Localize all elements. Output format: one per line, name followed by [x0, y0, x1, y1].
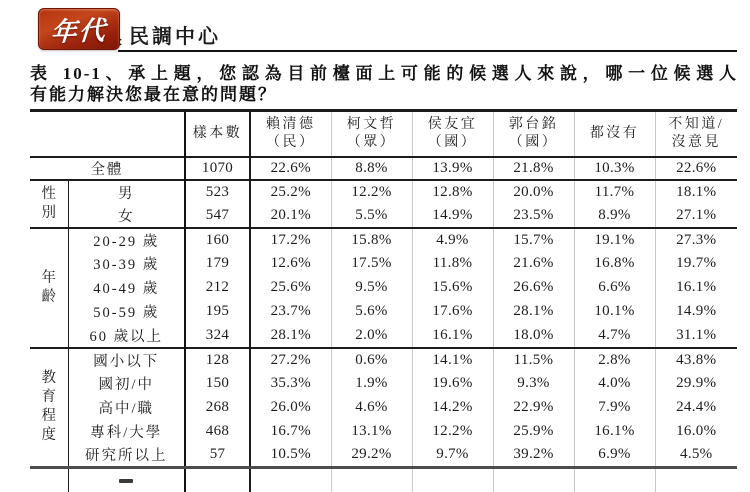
percentage-cell: 28.1%	[493, 300, 574, 324]
percentage-cell: 20.1%	[250, 204, 331, 228]
poll-center-header	[118, 20, 737, 52]
percentage-cell: 5.6%	[331, 300, 412, 324]
percentage-cell	[493, 468, 574, 492]
table-row	[30, 252, 737, 276]
era-logo-text: 年代	[49, 15, 108, 47]
percentage-cell: 2.0%	[331, 324, 412, 348]
table-title-line2: 有能力解決您最在意的問題？	[30, 85, 277, 104]
table-row	[30, 420, 737, 444]
table-header-row	[30, 111, 737, 157]
sample-size-cell: 547	[185, 204, 250, 228]
percentage-cell: 13.1%	[331, 420, 412, 444]
table-row	[30, 348, 737, 372]
group-label-cell: 年 齡	[30, 228, 68, 348]
percentage-cell: 15.6%	[412, 276, 493, 300]
sample-size-cell: 195	[185, 300, 250, 324]
percentage-cell: 16.1%	[412, 324, 493, 348]
table-row	[30, 300, 737, 324]
row-label-cell: 專科/大學	[68, 420, 185, 444]
percentage-cell: 7.9%	[574, 396, 655, 420]
row-label-cell: 研究所以上	[68, 444, 185, 468]
row-label-total: 全體	[30, 157, 185, 180]
poll-center-title: 民調中心	[129, 26, 221, 48]
percentage-cell: 14.1%	[412, 348, 493, 372]
row-label-cell: 國小以下	[68, 348, 185, 372]
table-row-partial-clipped	[30, 468, 737, 492]
percentage-cell: 11.5%	[493, 348, 574, 372]
table-row	[30, 396, 737, 420]
percentage-cell: 16.1%	[574, 420, 655, 444]
percentage-cell: 39.2%	[493, 444, 574, 468]
percentage-cell: 17.6%	[412, 300, 493, 324]
sample-size-cell: 57	[185, 444, 250, 468]
percentage-cell	[250, 468, 331, 492]
table-row	[30, 204, 737, 228]
percentage-cell: 9.3%	[493, 372, 574, 396]
percentage-cell: 24.4%	[676, 399, 717, 415]
header-corner-cell	[30, 111, 185, 157]
percentage-cell: 19.7%	[676, 255, 717, 271]
col-header-sample-size: 樣本數	[185, 111, 250, 157]
percentage-cell: 14.9%	[412, 204, 493, 228]
percentage-cell: 12.2%	[331, 180, 412, 204]
percentage-cell: 27.2%	[250, 348, 331, 372]
percentage-cell: 4.0%	[574, 372, 655, 396]
sample-size-cell: 150	[185, 372, 250, 396]
sample-size-cell: 468	[185, 420, 250, 444]
row-label-cell: 女	[68, 204, 185, 228]
percentage-cell: 11.8%	[412, 252, 493, 276]
percentage-cell: 12.8%	[412, 180, 493, 204]
table-row	[30, 444, 737, 468]
percentage-cell	[574, 468, 655, 492]
percentage-cell: 19.1%	[574, 228, 655, 252]
percentage-cell: 16.1%	[676, 279, 717, 295]
col-header-candidate-lai: 賴清德 （民）	[250, 111, 331, 157]
percentage-cell: 4.5%	[680, 446, 713, 463]
sample-size-cell: 523	[185, 180, 250, 204]
table-row	[30, 228, 737, 252]
era-tv-logo	[38, 8, 120, 50]
percentage-cell: 22.6%	[676, 159, 717, 176]
percentage-cell: 23.5%	[493, 204, 574, 228]
percentage-cell: 25.2%	[250, 180, 331, 204]
percentage-cell: 12.2%	[412, 420, 493, 444]
percentage-cell: 31.1%	[676, 326, 717, 343]
col-header-dont-know: 不知道/ 沒意見	[668, 116, 725, 150]
percentage-cell: 15.7%	[493, 228, 574, 252]
row-label-cell: 國初/中	[68, 372, 185, 396]
percentage-cell: 5.5%	[331, 204, 412, 228]
percentage-cell: 18.1%	[676, 183, 717, 200]
table-row	[30, 276, 737, 300]
percentage-cell: 8.8%	[331, 157, 412, 180]
col-header-candidate-ko: 柯文哲 （眾）	[331, 111, 412, 157]
row-label-cell: 30-39 歲	[68, 252, 185, 276]
percentage-cell: 8.9%	[574, 204, 655, 228]
header-colon: ：	[118, 36, 129, 48]
group-label-cell: 性 別	[30, 180, 68, 228]
percentage-cell: 16.8%	[574, 252, 655, 276]
percentage-cell: 29.2%	[331, 444, 412, 468]
percentage-cell: 19.6%	[412, 372, 493, 396]
percentage-cell: 0.6%	[331, 348, 412, 372]
percentage-cell: 6.6%	[574, 276, 655, 300]
poll-table-body	[30, 157, 737, 492]
clipped-text-fragment	[119, 479, 133, 483]
percentage-cell: 23.7%	[250, 300, 331, 324]
percentage-cell: 26.0%	[250, 396, 331, 420]
percentage-cell: 17.2%	[250, 228, 331, 252]
poll-results-table	[30, 109, 737, 492]
percentage-cell: 22.9%	[493, 396, 574, 420]
percentage-cell	[655, 468, 737, 492]
percentage-cell: 4.6%	[331, 396, 412, 420]
percentage-cell: 14.9%	[676, 303, 717, 319]
table-row	[30, 180, 737, 204]
percentage-cell: 27.1%	[676, 206, 717, 223]
group-label-cell: 教 育 程 度	[30, 348, 68, 468]
percentage-cell: 10.3%	[574, 157, 655, 180]
table-title-line1: 表 10-1、承上題，您認為目前檯面上可能的候選人來說，哪一位候選人	[30, 64, 738, 83]
row-label-cell: 40-49 歲	[68, 276, 185, 300]
percentage-cell: 12.6%	[250, 252, 331, 276]
sample-size-cell: 268	[185, 396, 250, 420]
sample-size-cell	[185, 468, 250, 492]
percentage-cell: 4.9%	[412, 228, 493, 252]
percentage-cell: 18.0%	[493, 324, 574, 348]
sample-size-cell: 179	[185, 252, 250, 276]
percentage-cell: 27.3%	[676, 231, 717, 248]
percentage-cell: 1.9%	[331, 372, 412, 396]
percentage-cell	[412, 468, 493, 492]
table-row	[30, 324, 737, 348]
percentage-cell: 16.7%	[250, 420, 331, 444]
percentage-cell: 2.8%	[574, 348, 655, 372]
percentage-cell: 4.7%	[574, 324, 655, 348]
table-row	[30, 372, 737, 396]
percentage-cell: 26.6%	[493, 276, 574, 300]
percentage-cell: 16.0%	[676, 423, 717, 439]
percentage-cell: 20.0%	[493, 180, 574, 204]
row-label-cell	[68, 468, 185, 492]
percentage-cell: 29.9%	[676, 375, 717, 391]
percentage-cell: 13.9%	[412, 157, 493, 180]
percentage-cell: 10.1%	[574, 300, 655, 324]
percentage-cell: 9.7%	[412, 444, 493, 468]
percentage-cell: 21.6%	[493, 252, 574, 276]
percentage-cell: 43.8%	[676, 351, 717, 368]
col-header-candidate-hou: 侯友宜 （國）	[412, 111, 493, 157]
group-label-cell	[30, 468, 68, 492]
table-title	[30, 63, 738, 105]
percentage-cell: 14.2%	[412, 396, 493, 420]
table-row-total	[30, 157, 737, 180]
sample-size-cell: 212	[185, 276, 250, 300]
col-header-candidate-gou: 郭台銘 （國）	[493, 111, 574, 157]
row-label-cell: 60 歲以上	[68, 324, 185, 348]
percentage-cell	[331, 468, 412, 492]
percentage-cell: 17.5%	[331, 252, 412, 276]
percentage-cell: 6.9%	[574, 444, 655, 468]
percentage-cell: 35.3%	[250, 372, 331, 396]
sample-size-cell: 128	[185, 348, 250, 372]
percentage-cell: 10.5%	[250, 444, 331, 468]
row-label-cell: 男	[68, 180, 185, 204]
percentage-cell: 25.6%	[250, 276, 331, 300]
row-label-cell: 高中/職	[68, 396, 185, 420]
sample-size-cell: 160	[185, 228, 250, 252]
col-header-none: 都沒有	[574, 111, 655, 157]
sample-size-cell: 324	[185, 324, 250, 348]
percentage-cell: 28.1%	[250, 324, 331, 348]
percentage-cell: 15.8%	[331, 228, 412, 252]
row-label-cell: 50-59 歲	[68, 300, 185, 324]
percentage-cell: 11.7%	[574, 180, 655, 204]
percentage-cell: 9.5%	[331, 276, 412, 300]
row-label-cell: 20-29 歲	[68, 228, 185, 252]
sample-size-cell: 1070	[185, 157, 250, 180]
percentage-cell: 25.9%	[493, 420, 574, 444]
percentage-cell: 22.6%	[250, 157, 331, 180]
percentage-cell: 21.8%	[493, 157, 574, 180]
